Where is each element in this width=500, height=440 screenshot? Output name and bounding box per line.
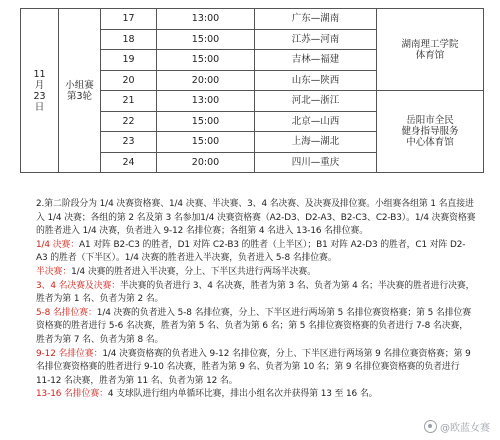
match-time: 15:00 [157, 132, 255, 153]
match-number: 22 [101, 111, 157, 132]
section-body: 1/4 决赛资格赛的负者进入 9-12 名排位赛，分上、下半区进行两场第 9 名排位赛资格赛；第 9 名排位赛资格赛的胜者进行 9-10 名决赛，胜者为第 9 名、负者为第 10 名；第 9 名排位赛资格赛的负者进行 11-12 名决赛，胜者为第 11 名、负者为第 12 名。 [36, 348, 471, 386]
section-label: 9-12 名排位赛： [36, 348, 103, 359]
match-time: 15:00 [157, 50, 255, 71]
section-body: A1 对阵 B2-C3 的胜者，D1 对阵 C2-B3 的胜者（上半区）；B1 对阵 A2-D3 的胜者，C1 对阵 D2-A3 的胜者（下半区）。1/4 决赛的胜者进入半决赛，负者进入 5-8 名排位赛。 [36, 239, 466, 264]
section-label: 5-8 名排位赛： [36, 307, 97, 318]
section-label: 13-16 名排位赛： [36, 389, 108, 400]
match-teams: 山东—陕西 [255, 70, 377, 91]
match-number: 20 [101, 70, 157, 91]
section-label: 1/4 决赛： [36, 239, 80, 250]
match-number: 23 [101, 132, 157, 153]
section-body: 1/4 决赛的胜者进入半决赛，分上、下半区共进行两场半决赛。 [71, 266, 316, 277]
match-teams: 四川—重庆 [255, 152, 377, 173]
rules-paragraph: 2.第二阶段分为 1/4 决赛资格赛、1/4 决赛、半决赛、3、4 名决赛、及决赛及排位赛。小组赛各组第 1 名直接进入 1/4 决赛；各组的第 2 名及第 3 名参加1/4 决赛资格赛（A2-D3、D2-A3、B2-C3、C2-B3）。1/4 决赛资格赛的胜者进入 1/4 决赛，负者进入 9-12 名排位赛；各组第 4 名进入 13-16 名排位赛。 [36, 199, 476, 237]
rules-paragraph [36, 348, 476, 389]
rules-paragraph [36, 239, 476, 266]
match-time: 20:00 [157, 152, 255, 173]
match-number: 21 [101, 91, 157, 112]
venue-cell: 岳阳市全民 健身指导服务 中心体育馆 [377, 91, 484, 173]
stage-cell: 小组赛 第3轮 [59, 9, 101, 173]
match-teams: 河北—浙江 [255, 91, 377, 112]
match-time: 13:00 [157, 91, 255, 112]
match-time: 15:00 [157, 29, 255, 50]
watermark-text: @欧蓝女赛 [440, 423, 490, 434]
rules-paragraph [36, 307, 476, 348]
rules-paragraph [36, 388, 476, 402]
match-teams: 江苏—河南 [255, 29, 377, 50]
schedule-table [20, 8, 484, 173]
match-teams: 广东—湖南 [255, 9, 377, 30]
section-body: 半决赛的负者进行 3、4 名决赛，胜者为第 3 名、负者为第 4 名；半决赛的胜者进行决赛，胜者为第 1 名、负者为第 2 名。 [36, 280, 475, 305]
match-teams: 吉林—福建 [255, 50, 377, 71]
section-body: 1/4 决赛的负者进入 5-8 名排位赛，分上、下半区进行两场第 5 名排位赛资格赛；第 5 名排位赛资格赛的胜者进行 5-6 名决赛，胜者为第 5 名、负者为第 6 名；第 5 名排位赛资格赛的负者进行 7-8 名决赛，胜者为第 7 名、负者为第 8 名。 [36, 307, 472, 345]
rules-paragraph [36, 266, 476, 280]
match-time: 13:00 [157, 9, 255, 30]
weibo-icon [424, 420, 437, 433]
rules-text [36, 198, 476, 402]
section-label: 3、4 名决赛及决赛： [36, 280, 121, 291]
rules-paragraph [36, 280, 476, 307]
match-time: 20:00 [157, 70, 255, 91]
table-row [21, 9, 484, 30]
venue-cell: 湖南理工学院 体育馆 [377, 9, 484, 91]
section-label: 半决赛： [36, 266, 72, 277]
match-time: 15:00 [157, 111, 255, 132]
match-number: 17 [101, 9, 157, 30]
match-teams: 上海—湖北 [255, 132, 377, 153]
match-number: 24 [101, 152, 157, 173]
watermark [424, 419, 490, 434]
match-number: 18 [101, 29, 157, 50]
match-number: 19 [101, 50, 157, 71]
date-cell: 11 月 23 日 [21, 9, 59, 173]
section-body: 4 支球队进行组内单循环比赛，排出小组名次并获得第 13 至 16 名。 [107, 389, 378, 400]
match-teams: 北京—山西 [255, 111, 377, 132]
